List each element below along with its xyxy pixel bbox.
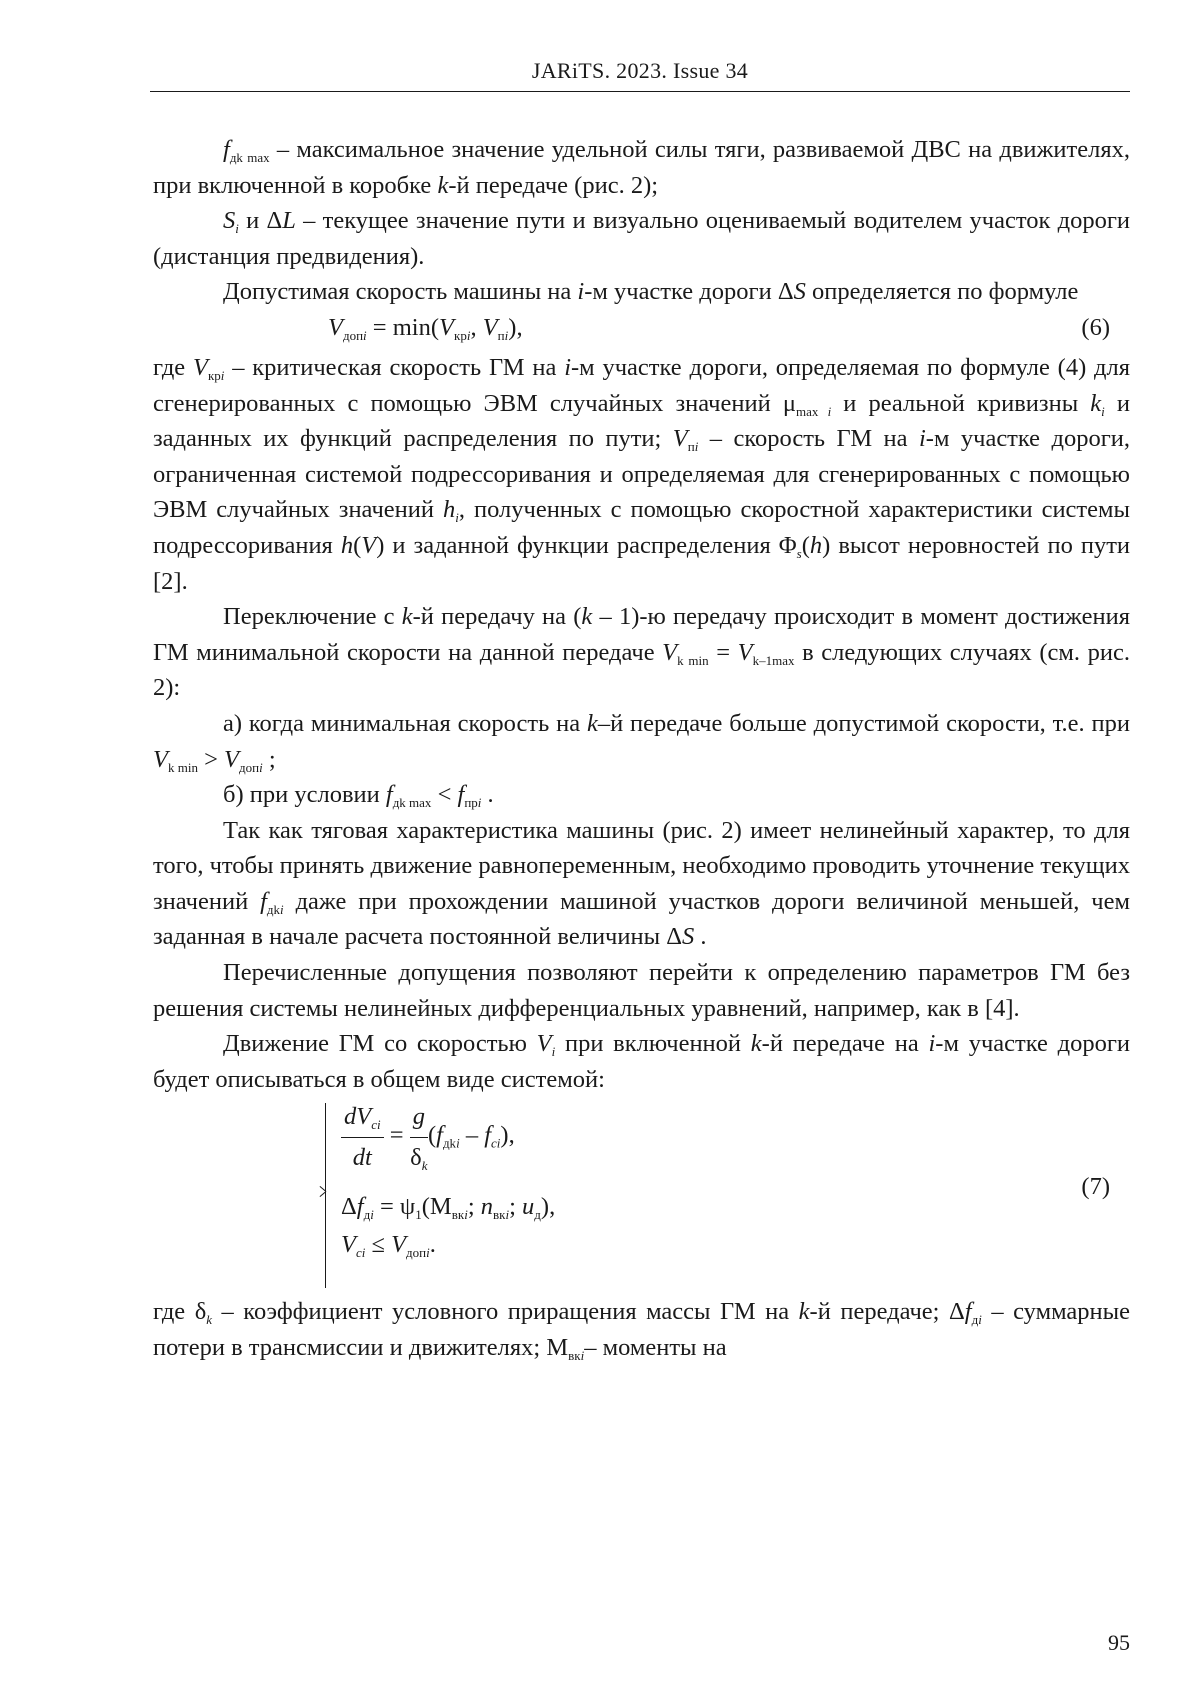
symbol-m: M — [429, 1193, 452, 1221]
symbol-delta: Δ — [341, 1193, 357, 1221]
symbol-i: i — [928, 1030, 936, 1058]
symbol-i: i — [564, 353, 571, 381]
symbol-f: f — [356, 1193, 364, 1221]
subscript-text: пр — [464, 795, 478, 811]
paren: ) — [540, 1193, 550, 1221]
text-run: . — [481, 781, 494, 809]
symbol-n: n — [480, 1193, 493, 1221]
running-header: JARiTS. 2023. Issue 34 — [531, 58, 749, 83]
equation-7 — [153, 1099, 1130, 1294]
header-divider — [150, 91, 1130, 92]
text-run: -й передачу на — [412, 603, 574, 631]
text-run: Допустимая скорость машины на — [223, 278, 578, 306]
paragraph-si-definition — [153, 203, 1130, 274]
subscript — [343, 328, 367, 343]
subscript — [493, 1207, 509, 1222]
text-run: при включенной — [555, 1030, 751, 1058]
paragraph-case-b — [153, 777, 1130, 813]
symbol-m: M — [546, 1334, 569, 1362]
text-run: – суммарные потери в трансмиссии и движителях; — [153, 1298, 1130, 1362]
text-run: -й передаче (рис. 2); — [448, 171, 659, 199]
subscript-text: c — [355, 1245, 362, 1261]
text-run: , полученных с помощью скоростной характеристики системы подрессоривания — [153, 496, 1130, 559]
symbol-v: V — [361, 531, 377, 559]
comma: , — [549, 1193, 556, 1221]
symbol-v: V — [356, 1103, 372, 1131]
comma: , — [470, 313, 483, 341]
equation-6 — [153, 310, 1130, 350]
text-run: – скорость ГМ на — [698, 425, 919, 453]
subscript — [972, 1312, 982, 1327]
text-run: ; — [262, 745, 276, 773]
subscript: k–1max — [752, 652, 795, 668]
fraction-denominator — [341, 1138, 384, 1176]
text-run: . — [694, 923, 707, 951]
text-run: -м участке дороги — [584, 278, 778, 306]
number: 1 — [618, 603, 632, 631]
symbol-k: k — [437, 171, 449, 199]
subscript-text: доп — [406, 1245, 427, 1261]
subscript-index: i — [220, 367, 225, 383]
text-run: – текущее значение пути и визуально оцениваемый водителем участок дороги (дистанция предвидения). — [153, 207, 1130, 270]
paragraph-motion — [153, 1026, 1130, 1097]
subscript — [443, 1136, 460, 1151]
subscript — [406, 1245, 430, 1260]
symbol-delta: Δ — [949, 1298, 965, 1326]
text-run: – критическая скорость ГМ на — [224, 353, 565, 381]
symbol-s: S — [223, 207, 236, 235]
symbol-psi: ψ — [399, 1193, 416, 1221]
subscript-index: i — [504, 327, 509, 343]
minus-sign: – — [592, 603, 619, 631]
symbol-v: V — [391, 1231, 407, 1259]
symbol-v: V — [662, 638, 678, 666]
article-body — [153, 132, 1130, 1366]
subscript — [454, 328, 470, 343]
subscript-index: i — [426, 1245, 430, 1261]
subscript-text: дk — [442, 1136, 457, 1152]
subscript-index: i — [694, 439, 699, 455]
fraction-numerator — [410, 1099, 428, 1138]
text-run: -ю передачу происходит в момент достижения ГМ минимальной скорости на данной передаче — [153, 603, 1131, 666]
equation-6-number: (6) — [1081, 313, 1110, 341]
symbol-d: d — [352, 1144, 366, 1172]
symbol-f: f — [223, 136, 230, 163]
subscript-text: кр — [207, 367, 221, 383]
text-run: б) при условии — [223, 781, 386, 809]
symbol-i: i — [577, 278, 585, 306]
symbol-k: k — [798, 1298, 810, 1326]
text-run: Так как тяговая характеристика машины (рис. 2) имеет нелинейный характер, то для того, чтобы принять движение равнопеременным, необходимо проводить уточнение текущих значений — [153, 816, 1130, 915]
text-run: и заданной функции распределения — [384, 531, 779, 559]
subscript-text: c — [371, 1117, 377, 1133]
paragraph-allowed-speed — [153, 274, 1130, 310]
subscript-text: вк — [451, 1207, 465, 1223]
subscript-text: дk — [266, 901, 281, 917]
subscript-index: i — [377, 1117, 381, 1133]
subscript — [208, 368, 224, 383]
symbol-v: V — [482, 313, 498, 341]
subscript-text: д — [363, 1207, 371, 1223]
symbol-k: k — [750, 1030, 762, 1058]
subscript: k — [421, 1158, 428, 1174]
paragraph-where-vkri — [153, 350, 1130, 599]
subscript: 1 — [415, 1207, 422, 1223]
subscript: i — [1101, 403, 1105, 419]
page-number: 95 — [1108, 1630, 1130, 1655]
subscript-index: i — [370, 1207, 374, 1223]
less-equal-sign: ≤ — [365, 1231, 392, 1259]
text-run: Переключение с — [223, 603, 402, 631]
paren: ) — [376, 531, 385, 559]
paragraph-assumptions: Перечисленные допущения позволяют перейти к определению параметров ГМ без решения системы нелинейных дифференциальных уравнений, например, как в [4]. — [153, 959, 1130, 1022]
symbol-delta-small: δ — [194, 1298, 207, 1326]
min-function: min( — [392, 313, 440, 341]
text-run: даже при прохождении машиной участков дороги величиной меньшей, чем заданная в начале расчета постоянной величины — [153, 887, 1130, 951]
subscript: s — [796, 545, 802, 561]
fraction-denominator — [410, 1138, 428, 1176]
symbol-f: f — [457, 781, 465, 809]
subscript-text: доп — [239, 759, 260, 775]
semicolon: ; — [467, 1193, 481, 1221]
symbol-v: V — [192, 353, 208, 381]
subscript-index: i — [496, 1136, 501, 1152]
fraction-numerator — [341, 1099, 384, 1138]
paren: ( — [427, 1122, 437, 1150]
symbol-f: f — [260, 887, 267, 915]
subscript-index: i — [456, 1136, 460, 1152]
paragraph-where-delta-k — [153, 1294, 1130, 1365]
text-run: и заданных их функций распределения по пути; — [153, 389, 1130, 453]
subscript-text: max — [795, 403, 828, 419]
paragraph-case-a — [153, 706, 1130, 777]
subscript-index: i — [827, 403, 832, 419]
subscript — [796, 404, 831, 419]
symbol-v: V — [328, 313, 343, 341]
symbol-v: V — [341, 1231, 356, 1259]
text-run: а) когда минимальная скорость на — [223, 709, 587, 737]
subscript — [356, 1245, 365, 1260]
symbol-d: d — [344, 1103, 357, 1131]
symbol-v: V — [439, 313, 454, 341]
symbol-delta: Δ — [266, 207, 283, 235]
symbol-v: V — [224, 745, 239, 773]
equals-sign: = — [383, 1122, 410, 1150]
symbol-l: L — [282, 207, 296, 235]
subscript-text: вк — [568, 1348, 581, 1364]
symbol-phi: Φ — [778, 531, 797, 559]
paren: ) — [822, 531, 831, 559]
equation-7-line-2 — [341, 1189, 555, 1225]
symbol-i: i — [918, 425, 926, 453]
text-run: -м участке дороги, ограниченная системой подрессоривания и определяемая для сгенерированных с помощью ЭВМ случайных значений — [153, 425, 1130, 524]
symbol-f: f — [436, 1122, 443, 1150]
semicolon: ; — [509, 1193, 523, 1221]
symbol-f: f — [385, 781, 393, 809]
subscript: д — [534, 1207, 541, 1223]
text-run: – максимальное значение удельной силы тяги, развиваемой ДВС на движителях, при включенной в коробке — [153, 136, 1130, 199]
text-run: – моменты на — [584, 1334, 727, 1362]
symbol-f: f — [484, 1122, 491, 1150]
subscript-text: п — [687, 439, 695, 455]
symbol-k: k — [586, 709, 598, 737]
subscript-text: п — [497, 327, 505, 343]
minus-sign: – — [459, 1122, 485, 1150]
symbol-h: h — [340, 531, 354, 559]
subscript — [371, 1117, 380, 1132]
subscript-index: i — [361, 1245, 366, 1261]
text-run: в следующих случаях (см. рис. 2): — [153, 638, 1130, 702]
subscript-index: i — [505, 1207, 510, 1223]
subscript: i — [235, 221, 239, 237]
paren: ) — [508, 313, 517, 341]
text-run: где — [153, 353, 193, 381]
symbol-delta: Δ — [666, 923, 682, 951]
symbol-delta: Δ — [777, 278, 794, 306]
greater-sign: > — [197, 745, 225, 773]
subscript-text: д — [971, 1312, 979, 1328]
equation-7-line-3 — [341, 1227, 436, 1263]
text-run: -м участке дороги будет описываться в общем виде системой: — [153, 1030, 1131, 1093]
text-run: Движение ГМ со скоростью — [223, 1030, 537, 1058]
subscript-index: i — [363, 327, 367, 343]
subscript — [364, 1207, 374, 1222]
symbol-u: u — [522, 1193, 535, 1221]
subscript: i — [455, 510, 459, 526]
subscript: k min — [677, 652, 709, 668]
subscript-index: i — [259, 759, 263, 775]
text-run: определяется по формуле — [805, 278, 1079, 306]
paragraph-traction — [153, 813, 1130, 955]
paren: ) — [631, 603, 640, 631]
paragraph-gear-switch — [153, 599, 1130, 706]
symbol-h: h — [809, 531, 823, 559]
paragraph-fdkmax-definition — [153, 132, 1130, 203]
equation-7-number: (7) — [1081, 1173, 1110, 1201]
text-run: –й передаче больше допустимой скорости, т.е. при — [597, 709, 1130, 737]
subscript-index: i — [464, 1207, 468, 1223]
paren: ( — [421, 1193, 430, 1221]
subscript — [688, 439, 699, 454]
subscript-index: i — [477, 795, 482, 811]
comma: , — [508, 1122, 515, 1150]
symbol-f: f — [964, 1298, 972, 1326]
period: . — [429, 1231, 436, 1259]
subscript: k — [206, 1312, 213, 1328]
paren: ( — [573, 603, 582, 631]
system-brace — [325, 1103, 336, 1288]
equals-sign: = — [366, 313, 393, 341]
symbol-k: k — [581, 603, 593, 631]
less-sign: < — [431, 781, 458, 809]
subscript: дk max — [392, 795, 432, 811]
paren: ) — [500, 1122, 509, 1150]
subscript — [491, 1136, 500, 1151]
subscript — [239, 760, 263, 775]
subscript-text: c — [491, 1136, 497, 1152]
symbol-s: S — [793, 278, 806, 306]
subscript-text: кр — [454, 327, 467, 343]
text-run: -й передаче на — [761, 1030, 929, 1058]
subscript — [267, 902, 284, 917]
subscript-text: доп — [342, 327, 364, 343]
symbol-h: h — [442, 496, 456, 524]
subscript-index: i — [978, 1312, 982, 1328]
fraction-g-delta — [410, 1099, 428, 1175]
subscript-index: i — [466, 327, 471, 343]
subscript-index: i — [580, 1348, 585, 1364]
fraction-dv-dt — [341, 1099, 384, 1175]
subscript — [498, 328, 509, 343]
symbol-v: V — [536, 1030, 552, 1058]
subscript: дk max — [229, 150, 270, 165]
subscript — [452, 1207, 468, 1222]
symbol-g: g — [412, 1103, 425, 1131]
paren: ( — [801, 531, 810, 559]
symbol-t: t — [365, 1144, 372, 1172]
equation-7-line-1 — [341, 1099, 515, 1179]
symbol-delta-small: δ — [410, 1144, 422, 1172]
subscript-index: i — [280, 901, 284, 917]
subscript — [464, 795, 481, 810]
text-run: и — [238, 207, 267, 235]
symbol-v: V — [737, 638, 753, 666]
text-run: где — [153, 1298, 195, 1326]
subscript — [568, 1348, 584, 1363]
paren: ( — [353, 531, 362, 559]
symbol-s: S — [681, 923, 695, 951]
comma: , — [516, 313, 523, 341]
subscript-text: вк — [493, 1207, 506, 1223]
equals-sign: = — [708, 638, 738, 666]
symbol-v: V — [672, 425, 688, 453]
subscript: i — [551, 1044, 556, 1060]
text-run: – коэффициент условного приращения массы ГМ на — [212, 1298, 799, 1326]
symbol-mu: μ — [782, 389, 796, 417]
text-run: высот неровностей по пути [2]. — [153, 531, 1131, 595]
symbol-k: k — [1090, 389, 1102, 417]
text-run: -й передаче; — [809, 1298, 949, 1326]
subscript: k min — [167, 759, 198, 775]
equation-6-expression — [328, 310, 523, 346]
symbol-v: V — [153, 745, 168, 773]
text-run: и реальной кривизны — [831, 389, 1091, 417]
symbol-k: k — [401, 603, 413, 631]
equals-sign: = — [373, 1193, 400, 1221]
text-run: -м участке дороги, определяемая по формуле (4) для сгенерированных с помощью ЭВМ случайных значений — [153, 353, 1131, 417]
